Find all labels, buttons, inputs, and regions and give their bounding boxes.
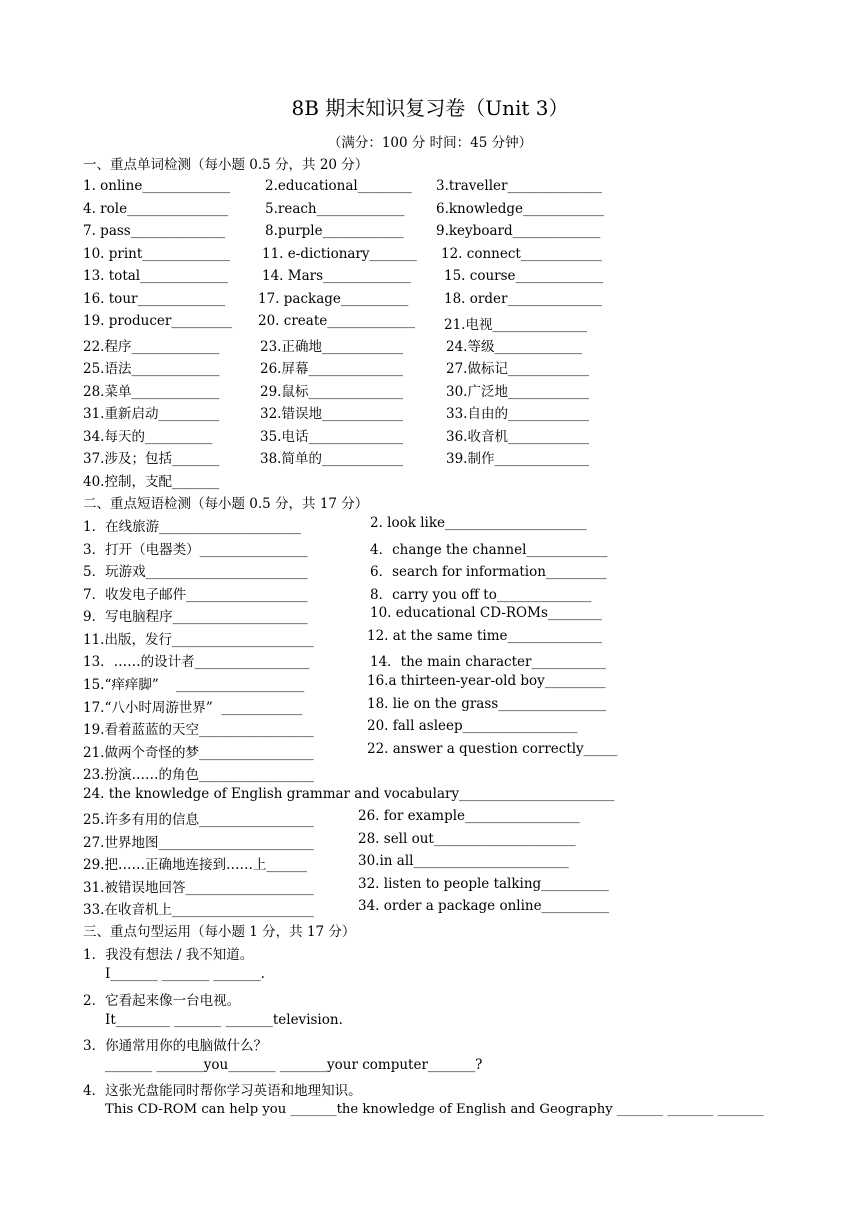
vocab-item: 29.鼠标______________: [260, 384, 403, 400]
vocab-item: 4. role_______________: [83, 201, 229, 217]
phrase-item: 30.in all_______________________: [358, 853, 569, 869]
phrase-item: 19.看着蓝蓝的天空_________________: [83, 722, 314, 738]
phrase-item: 29.把……正确地连接到……上______: [83, 857, 307, 873]
sentence-answer-blank: I_______ _______ _______.: [105, 966, 265, 982]
vocab-item: 34.每天的__________: [83, 429, 213, 445]
phrase-item: 13．……的设计者_________________: [83, 654, 310, 670]
vocab-item: 9.keyboard_____________: [436, 223, 601, 239]
sentence-question: 3．你通常用你的电脑做什么？: [83, 1038, 268, 1054]
vocab-item: 5.reach_____________: [265, 201, 405, 217]
sentence-question: 1．我没有想法 / 我不知道。: [83, 947, 254, 963]
vocab-item: 18. order______________: [444, 291, 602, 307]
sentence-question: 2．它看起来像一台电视。: [83, 993, 241, 1009]
vocab-item: 16. tour_____________: [83, 291, 226, 307]
phrase-item: 34. order a package online__________: [358, 898, 610, 914]
phrase-item: 3．打开（电器类）________________: [83, 542, 308, 558]
phrase-item: 16.a thirteen-year-old boy_________: [367, 673, 606, 689]
vocab-item: 17. package__________: [258, 291, 409, 307]
vocab-item: 39.制作______________: [446, 451, 589, 467]
phrase-item: 24. the knowledge of English grammar and vocabulary_______________________: [83, 786, 615, 802]
sentence-answer-blank: _______ _______you_______ _______your computer_______?: [105, 1057, 483, 1073]
vocab-item: 19. producer_________: [83, 313, 233, 329]
phrase-item: 8．carry you off to______________: [370, 587, 592, 603]
phrase-item: 27.世界地图_______________________: [83, 835, 314, 851]
vocab-item: 23.正确地____________: [260, 339, 403, 355]
phrase-item: 9．写电脑程序____________________: [83, 609, 308, 625]
phrase-item: 31.被错误地回答___________________: [83, 880, 314, 896]
phrase-item: 2. look like_____________________: [370, 515, 587, 531]
vocab-item: 12. connect____________: [441, 246, 602, 262]
sentence-answer-blank: This CD-ROM can help you _______the knowledge of English and Geography _______ _______ _______: [105, 1102, 764, 1117]
vocab-item: 3.traveller______________: [436, 178, 603, 194]
phrase-item: 21.做两个奇怪的梦_________________: [83, 745, 314, 761]
phrase-item: 32. listen to people talking__________: [358, 876, 609, 892]
page-subtitle: （满分：100 分 时间：45 分钟）: [327, 135, 533, 151]
phrase-item: 33.在收音机上_____________________: [83, 902, 314, 918]
phrase-item: 26. for example_________________: [358, 808, 580, 824]
vocab-item: 26.屏幕______________: [260, 361, 403, 377]
vocab-item: 30.广泛地____________: [446, 384, 589, 400]
vocab-item: 27.做标记____________: [446, 361, 589, 377]
vocab-item: 28.菜单_____________: [83, 384, 220, 400]
phrase-item: 28. sell out_____________________: [358, 831, 576, 847]
vocab-item: 8.purple____________: [265, 223, 404, 239]
vocab-item: 1. online_____________: [83, 178, 231, 194]
section-heading: 二、重点短语检测（每小题 0.5 分，共 17 分）: [83, 496, 369, 512]
section-heading: 一、重点单词检测（每小题 0.5 分，共 20 分）: [83, 157, 369, 173]
phrase-item: 7．收发电子邮件__________________: [83, 587, 308, 603]
page-title: 8B 期末知识复习卷（Unit 3）: [291, 96, 569, 120]
vocab-item: 38.简单的____________: [260, 451, 403, 467]
vocab-item: 11. e-dictionary_______: [262, 246, 417, 262]
phrase-item: 14．the main character___________: [370, 654, 606, 670]
vocab-item: 6.knowledge____________: [436, 201, 605, 217]
vocab-item: 24.等级_____________: [446, 339, 583, 355]
phrase-item: 18. lie on the grass________________: [367, 696, 607, 712]
phrase-item: 6．search for information_________: [370, 564, 607, 580]
vocab-item: 21.电视______________: [444, 317, 587, 333]
vocab-item: 40.控制，支配_______: [83, 474, 220, 490]
phrase-item: 20. fall asleep_________________: [367, 718, 578, 734]
sentence-answer-blank: It________ _______ _______television.: [105, 1012, 343, 1028]
sentence-question: 4．这张光盘能同时帮你学习英语和地理知识。: [83, 1083, 362, 1099]
vocab-item: 15. course_____________: [444, 268, 604, 284]
vocab-item: 33.自由的____________: [446, 406, 589, 422]
vocab-item: 10. print_____________: [83, 246, 231, 262]
vocab-item: 14. Mars_____________: [262, 268, 411, 284]
vocab-item: 13. total_____________: [83, 268, 228, 284]
phrase-item: 10. educational CD-ROMs________: [370, 605, 602, 621]
phrase-item: 25.许多有用的信息_________________: [83, 812, 314, 828]
vocab-item: 25.语法_____________: [83, 361, 220, 377]
phrase-item: 15.“痒痒脚” ___________________: [83, 677, 305, 693]
phrase-item: 23.扮演……的角色_________________: [83, 767, 314, 783]
section-heading: 三、重点句型运用（每小题 1 分，共 17 分）: [83, 924, 356, 940]
vocab-item: 7. pass______________: [83, 223, 226, 239]
vocab-item: 20. create_____________: [258, 313, 415, 329]
phrase-item: 17.“八小时周游世界” ____________: [83, 700, 303, 716]
vocab-item: 22.程序_____________: [83, 339, 220, 355]
phrase-item: 22. answer a question correctly_____: [367, 741, 618, 757]
vocab-item: 35.电话______________: [260, 429, 403, 445]
vocab-item: 2.educational________: [265, 178, 412, 194]
phrase-item: 5．玩游戏________________________: [83, 564, 308, 580]
phrase-item: 12. at the same time______________: [367, 628, 603, 644]
phrase-item: 1．在线旅游_____________________: [83, 519, 301, 535]
vocab-item: 31.重新启动_________: [83, 406, 220, 422]
phrase-item: 11.出版，发行_____________________: [83, 632, 314, 648]
phrase-item: 4．change the channel____________: [370, 542, 608, 558]
vocab-item: 36.收音机____________: [446, 429, 589, 445]
vocab-item: 32.错误地____________: [260, 406, 403, 422]
vocab-item: 37.涉及；包括_______: [83, 451, 220, 467]
